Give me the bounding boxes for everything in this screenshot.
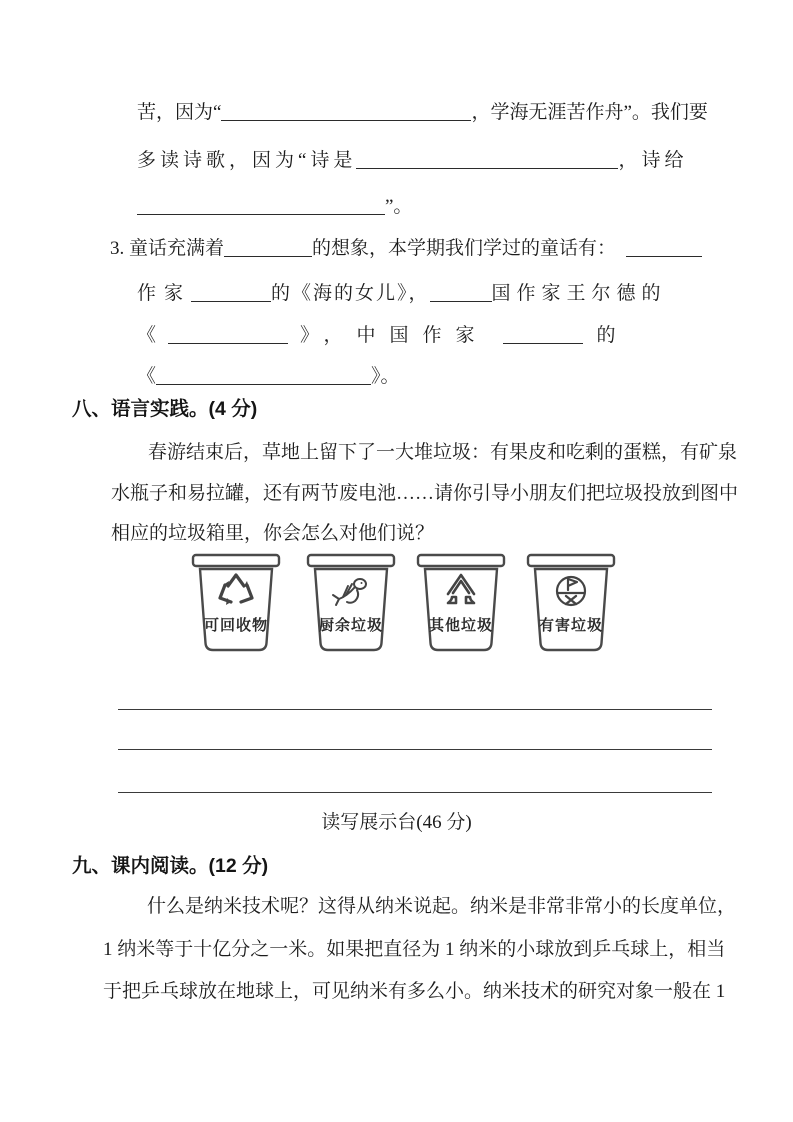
recycle-icon bbox=[214, 571, 258, 611]
q3-line-3 bbox=[137, 323, 616, 349]
q3-number: 3. bbox=[110, 238, 125, 259]
fill-blank bbox=[224, 239, 312, 257]
trash-bin-recyclable bbox=[191, 552, 281, 656]
section9-para-line2: 1 纳米等于十亿分之一米。如果把直径为 1 纳米的小球放到乒乓球上，相当 bbox=[103, 939, 726, 960]
q7-line1-post: ，学海无涯苦作舟”。我们要 bbox=[471, 102, 708, 123]
q3-text-i: 《 bbox=[137, 366, 157, 387]
q7-line1-pre: 苦，因为“ bbox=[137, 102, 222, 123]
arrow-up-icon bbox=[439, 571, 483, 611]
fishbone-icon bbox=[329, 571, 373, 611]
answer-line bbox=[118, 709, 712, 710]
q7-line2-pre: 多读诗歌，因为“诗是 bbox=[137, 150, 357, 171]
q3-text-a: 童话充满着 bbox=[129, 238, 225, 259]
bin-label: 厨余垃圾 bbox=[318, 617, 383, 634]
fill-blank bbox=[430, 284, 492, 302]
q7-line-3 bbox=[137, 194, 412, 220]
fill-blank bbox=[503, 326, 583, 344]
fill-blank bbox=[137, 197, 385, 215]
q3-text-e: 国作家王尔德的 bbox=[491, 283, 667, 304]
section9-para-line3: 于把乒乓球放在地球上，可见纳米有多么小。纳米技术的研究对象一般在 1 bbox=[103, 981, 726, 1002]
bin-label: 其他垃圾 bbox=[428, 617, 493, 634]
section8-heading: 八、语言实践。(4 分) bbox=[72, 398, 258, 420]
fill-blank bbox=[356, 151, 618, 169]
section8-para-line2: 水瓶子和易拉罐，还有两节废电池……请你引导小朋友们把垃圾投放到图中 bbox=[111, 483, 739, 504]
q3-line-2 bbox=[137, 281, 667, 307]
bin-label: 有害垃圾 bbox=[538, 617, 603, 634]
q3-text-c: 作家 bbox=[137, 283, 192, 304]
q7-line-2 bbox=[137, 148, 687, 174]
q7-line3-post: ”。 bbox=[385, 196, 413, 217]
q3-text-j: 》。 bbox=[371, 366, 400, 387]
section8-para-line1: 春游结束后，草地上留下了一大堆垃圾：有果皮和吃剩的蛋糕，有矿泉 bbox=[148, 442, 738, 463]
trash-bins-illustration bbox=[0, 552, 793, 660]
q3-line-1 bbox=[110, 236, 702, 262]
section9-heading: 九、课内阅读。(12 分) bbox=[72, 855, 269, 877]
q7-line2-post: ，诗给 bbox=[618, 150, 688, 171]
trash-bin-other-waste bbox=[416, 552, 506, 656]
trash-bin-kitchen-waste bbox=[306, 552, 396, 656]
q3-line-4 bbox=[137, 364, 400, 390]
fill-blank bbox=[626, 239, 702, 257]
section8-para-line3: 相应的垃圾箱里，你会怎么对他们说？ bbox=[111, 523, 435, 544]
answer-line bbox=[118, 749, 712, 750]
hazard-icon bbox=[549, 571, 593, 611]
q7-line-1 bbox=[137, 100, 708, 126]
q3-text-g: 》，中国作家 bbox=[300, 325, 489, 346]
fill-blank bbox=[168, 326, 288, 344]
answer-line bbox=[118, 792, 712, 793]
trash-bin-hazardous bbox=[526, 552, 616, 656]
fill-blank bbox=[156, 367, 371, 385]
part-divider-title: 读写展示台(46 分) bbox=[321, 812, 472, 833]
bin-label: 可回收物 bbox=[203, 617, 268, 634]
fill-blank bbox=[221, 103, 471, 121]
q3-text-d: 的《海的女儿》， bbox=[271, 283, 430, 304]
fill-blank bbox=[191, 284, 271, 302]
q3-text-h: 的 bbox=[596, 325, 616, 346]
q3-text-f: 《 bbox=[137, 325, 157, 346]
section9-para-line1: 什么是纳米技术呢？这得从纳米说起。纳米是非常非常小的长度单位， bbox=[147, 896, 737, 917]
q3-text-b: 的想象，本学期我们学过的童话有： bbox=[312, 238, 617, 259]
